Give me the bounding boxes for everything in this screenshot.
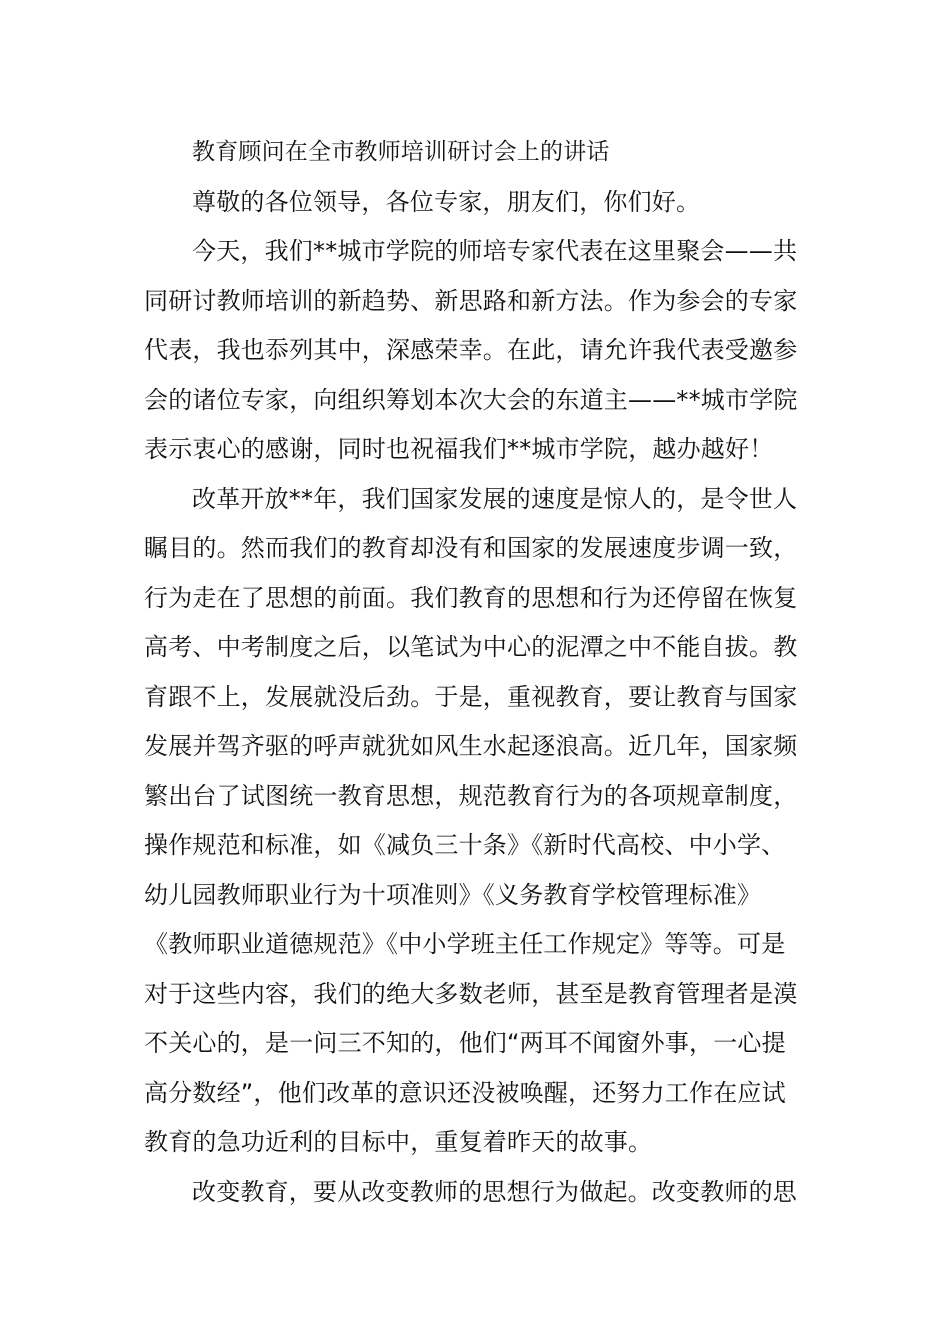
paragraph-2-line: 对于这些内容，我们的绝大多数老师，甚至是教育管理者是漠 [144, 979, 798, 1008]
greeting-line: 尊敬的各位领导，各位专家，朋友们，你们好。 [192, 187, 701, 216]
document-title: 教育顾问在全市教师培训研讨会上的讲话 [192, 139, 610, 165]
paragraph-2-line: 瞩目的。然而我们的教育却没有和国家的发展速度步调一致， [144, 534, 798, 562]
paragraph-2-line: 操作规范和标准，如《减负三十条》《新时代高校、中小学、 [144, 831, 786, 859]
paragraph-2-line: 改革开放**年，我们国家发展的速度是惊人的，是令世人 [192, 484, 798, 513]
paragraph-2-line: 不关心的，是一问三不知的，他们“两耳不闻窗外事，一心提 [144, 1029, 786, 1057]
paragraph-1-line: 会的诸位专家，向组织筹划本次大会的东道主——**城市学院 [144, 385, 798, 414]
document-body [144, 128, 814, 1217]
paragraph-2-line: 繁出台了试图统一教育思想，规范教育行为的各项规章制度， [144, 781, 798, 810]
paragraph-1-line: 表示衷心的感谢，同时也祝福我们**城市学院，越办越好！ [144, 435, 774, 463]
paragraph-1-line: 代表，我也忝列其中，深感荣幸。在此，请允许我代表受邀参 [144, 336, 798, 364]
paragraph-2-line: 高分数经”，他们改革的意识还没被唤醒，还努力工作在应试 [144, 1078, 786, 1107]
paragraph-2-line: 《教师职业道德规范》《中小学班主任工作规定》等等。可是 [144, 930, 786, 958]
paragraph-2-line: 教育的急功近利的目标中，重复着昨天的故事。 [144, 1128, 653, 1156]
paragraph-1-line: 同研讨教师培训的新趋势、新思路和新方法。作为参会的专家 [144, 286, 798, 315]
paragraph-2-line: 幼儿园教师职业行为十项准则》《义务教育学校管理标准》 [144, 880, 762, 909]
paragraph-1-line: 今天，我们**城市学院的师培专家代表在这里聚会——共 [192, 237, 798, 265]
paragraph-3-line: 改变教育，要从改变教师的思想行为做起。改变教师的思 [192, 1177, 797, 1206]
paragraph-2-line: 高考、中考制度之后，以笔试为中心的泥潭之中不能自拔。教 [144, 633, 798, 661]
paragraph-2-line: 行为走在了思想的前面。我们教育的思想和行为还停留在恢复 [144, 583, 798, 612]
paragraph-2-line: 发展并驾齐驱的呼声就犹如风生水起逐浪高。近几年，国家频 [144, 732, 798, 760]
paragraph-2-line: 育跟不上，发展就没后劲。于是，重视教育，要让教育与国家 [144, 682, 798, 711]
